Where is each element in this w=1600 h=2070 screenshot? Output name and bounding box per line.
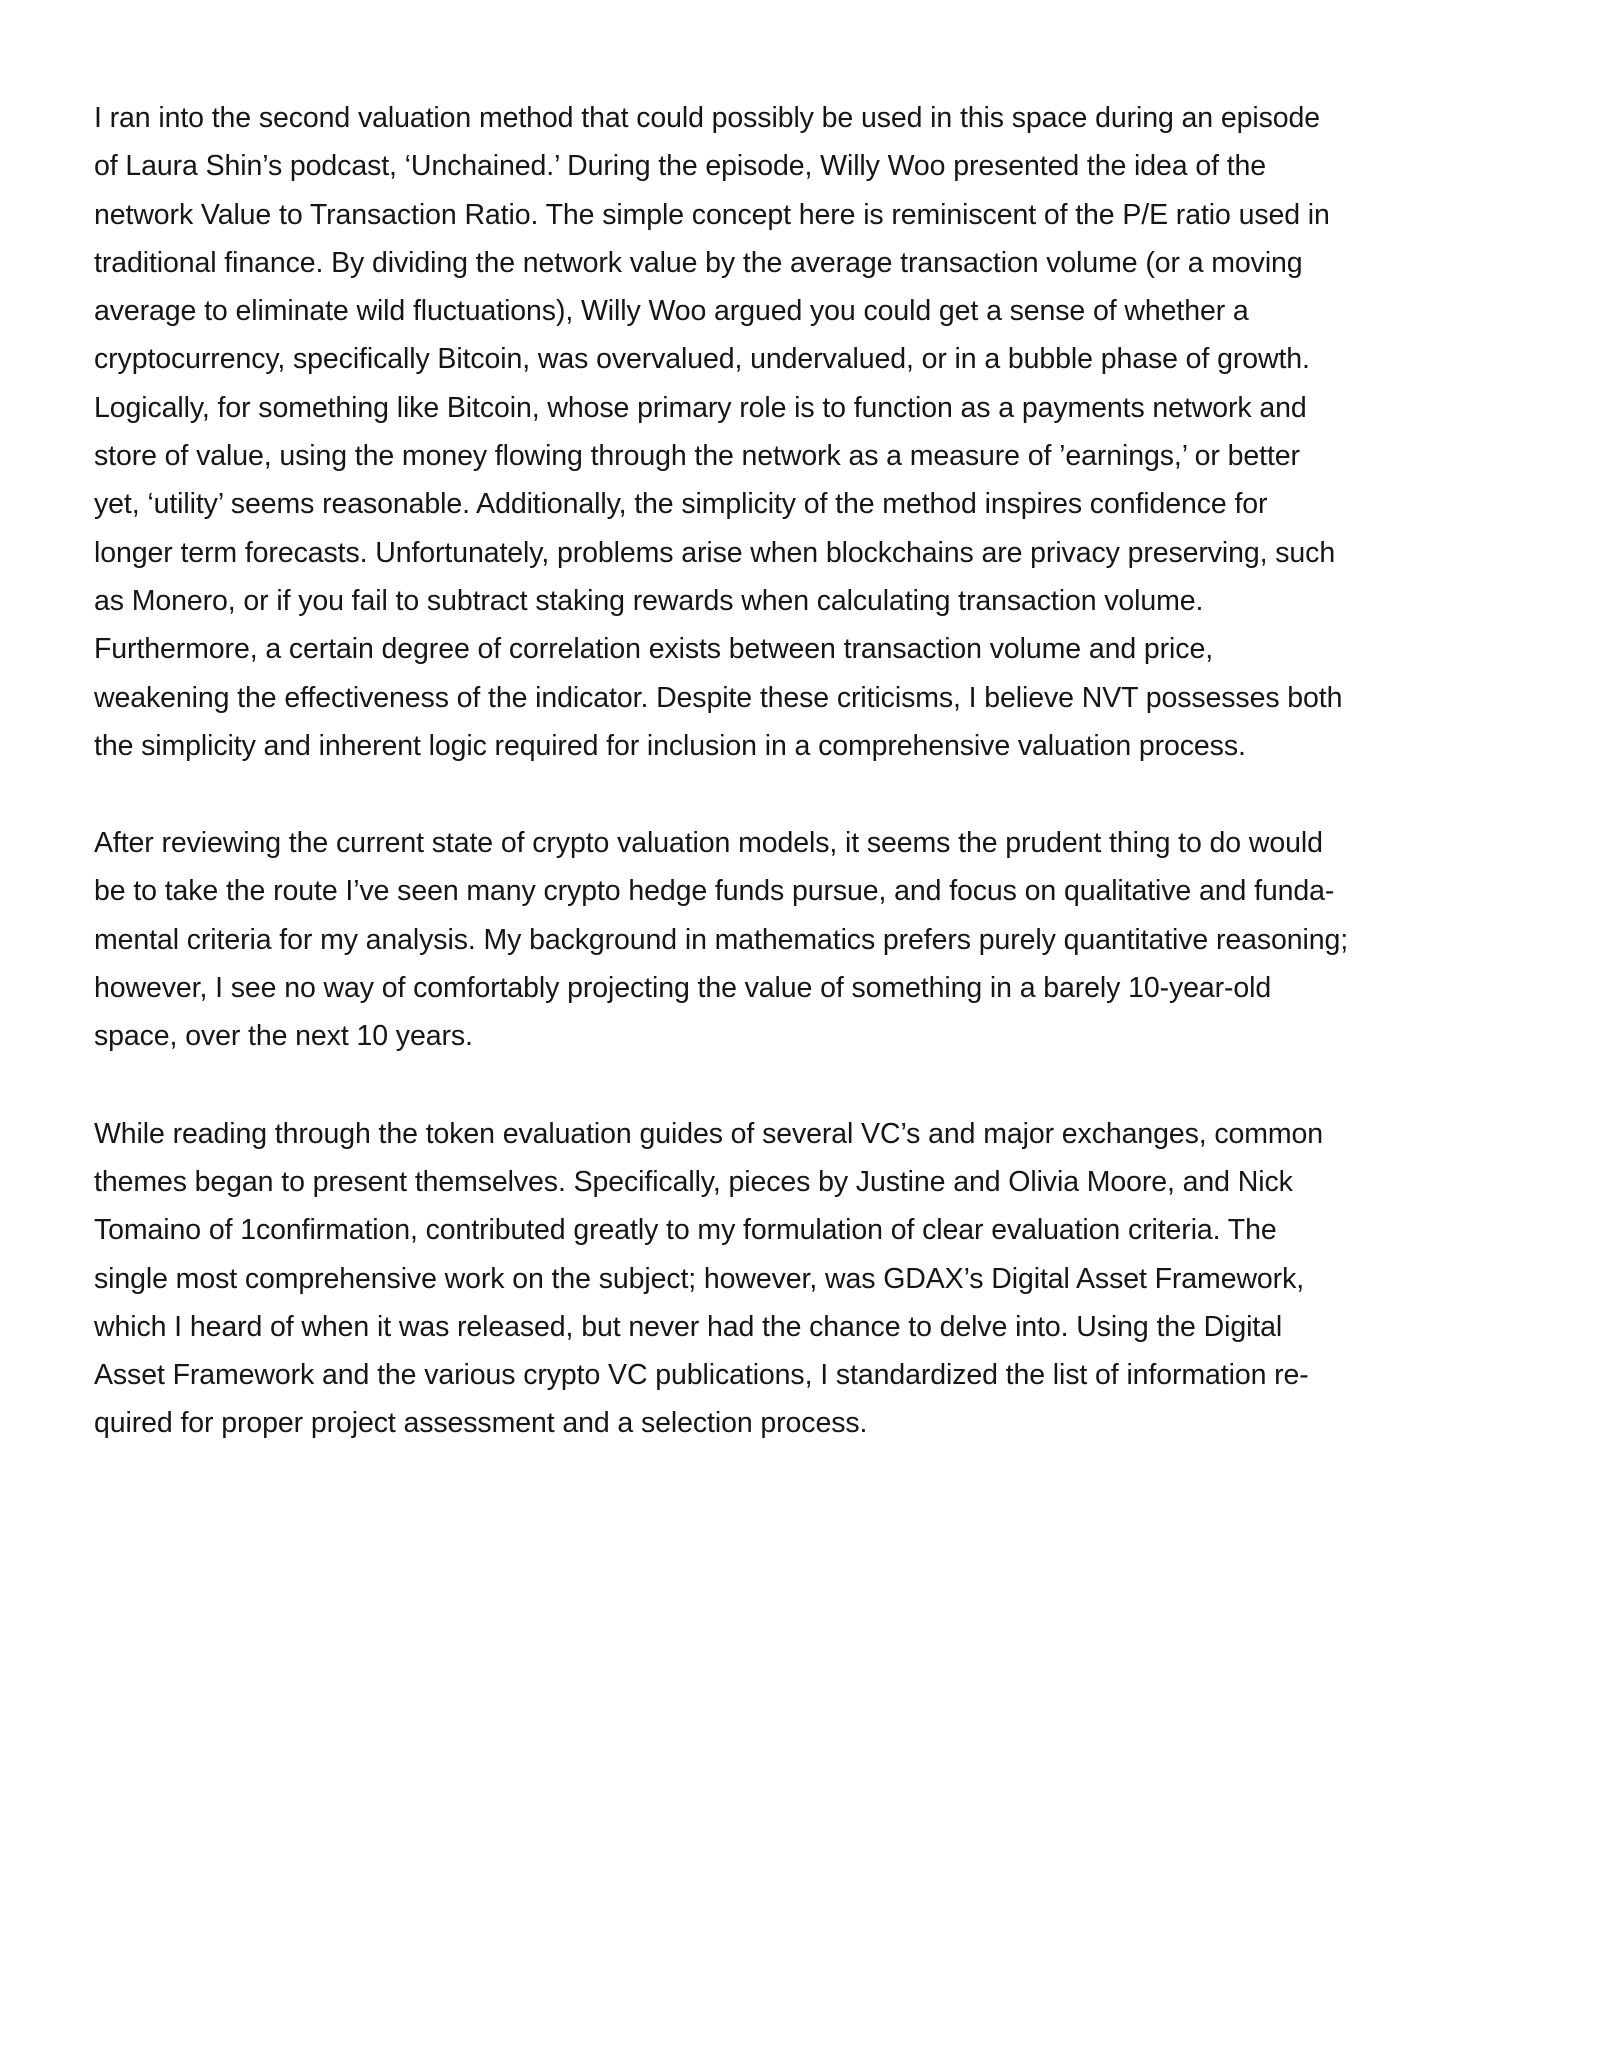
document-page bbox=[94, 94, 1534, 1497]
text-line: be to take the route I’ve seen many crypto hedge funds pursue, and focus on qualitative and funda- bbox=[94, 875, 1335, 908]
text-line: After reviewing the current state of crypto valuation models, it seems the prudent thing to do would bbox=[94, 827, 1323, 860]
text-line: average to eliminate wild fluctuations), Willy Woo argued you could get a sense of whether a bbox=[94, 295, 1249, 328]
paragraph-nvt-ratio bbox=[94, 94, 1534, 770]
text-line: weakening the effectiveness of the indicator. Despite these criticisms, I believe NVT possesses both bbox=[94, 681, 1343, 714]
text-line: I ran into the second valuation method that could possibly be used in this space during an episode bbox=[94, 102, 1321, 134]
text-line: of Laura Shin’s podcast, ‘Unchained.’ During the episode, Willy Woo presented the idea of the bbox=[94, 150, 1267, 183]
text-line: as Monero, or if you fail to subtract staking rewards when calculating transaction volume. bbox=[94, 584, 1204, 617]
text-line: network Value to Transaction Ratio. The simple concept here is reminiscent of the P/E ratio used in bbox=[94, 198, 1330, 231]
text-line: Tomaino of 1confirmation, contributed greatly to my formulation of clear evaluation criteria. The bbox=[94, 1214, 1277, 1247]
text-line: space, over the next 10 years. bbox=[94, 1020, 473, 1053]
text-line: mental criteria for my analysis. My background in mathematics prefers purely quantitative reasoning; bbox=[94, 923, 1349, 956]
paragraph-qualitative-approach bbox=[94, 819, 1534, 1060]
text-line: longer term forecasts. Unfortunately, problems arise when blockchains are privacy preserving, such bbox=[94, 536, 1336, 569]
text-line: Furthermore, a certain degree of correlation exists between transaction volume and price, bbox=[94, 633, 1214, 666]
text-line: traditional finance. By dividing the network value by the average transaction volume (or a moving bbox=[94, 246, 1303, 279]
text-line: quired for proper project assessment and a selection process. bbox=[94, 1407, 868, 1440]
text-line: yet, ‘utility’ seems reasonable. Additionally, the simplicity of the method inspires confidence for bbox=[94, 488, 1268, 521]
text-line: which I heard of when it was released, but never had the chance to delve into. Using the Digital bbox=[94, 1310, 1283, 1343]
text-line: the simplicity and inherent logic required for inclusion in a comprehensive valuation process. bbox=[94, 729, 1246, 762]
text-line: however, I see no way of comfortably projecting the value of something in a barely 10-year-old bbox=[94, 972, 1272, 1005]
text-line: store of value, using the money flowing through the network as a measure of ’earnings,’ or better bbox=[94, 440, 1300, 473]
text-line: single most comprehensive work on the subject; however, was GDAX’s Digital Asset Framework, bbox=[94, 1262, 1305, 1295]
paragraph-evaluation-guides bbox=[94, 1110, 1534, 1448]
text-line: Asset Framework and the various crypto VC publications, I standardized the list of information re- bbox=[94, 1359, 1309, 1392]
text-line: cryptocurrency, specifically Bitcoin, was overvalued, undervalued, or in a bubble phase of growth. bbox=[94, 343, 1310, 376]
text-line: themes began to present themselves. Specifically, pieces by Justine and Olivia Moore, and Nick bbox=[94, 1165, 1293, 1198]
text-line: Logically, for something like Bitcoin, whose primary role is to function as a payments network and bbox=[94, 391, 1307, 424]
text-line: While reading through the token evaluation guides of several VC’s and major exchanges, common bbox=[94, 1117, 1324, 1150]
